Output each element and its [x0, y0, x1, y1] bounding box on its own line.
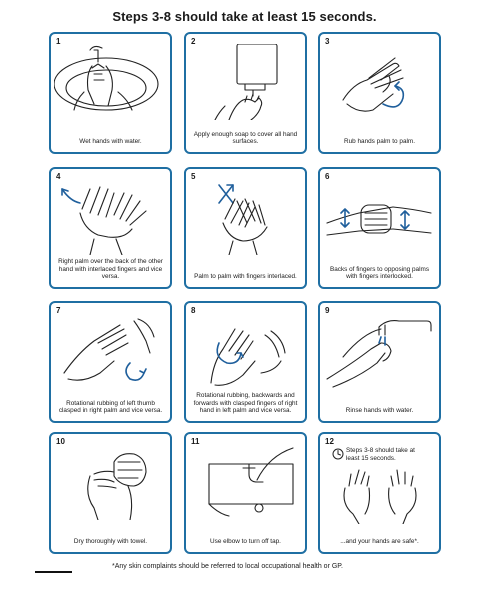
step-caption: ...and your hands are safe*. — [340, 538, 419, 546]
step-number: 2 — [191, 37, 196, 46]
palm-rub-illustration — [323, 44, 436, 120]
step-number: 9 — [325, 306, 330, 315]
wet-hands-illustration — [54, 44, 167, 120]
step-number: 8 — [191, 306, 196, 315]
step-number: 12 — [325, 437, 334, 446]
step-caption: Dry thoroughly with towel. — [73, 538, 148, 546]
thumb-rub-illustration — [54, 313, 167, 389]
clean-hands-illustration — [323, 448, 436, 524]
step-card-7 — [49, 301, 172, 423]
step-caption: Apply enough soap to cover all hand surfaces. — [193, 130, 298, 146]
footnote: *Any skin complaints should be referred to local occupational health or GP. — [112, 563, 344, 570]
step-number: 1 — [56, 37, 61, 46]
back-of-hand-illustration — [54, 179, 167, 255]
towel-dry-illustration — [54, 444, 167, 520]
step-card-9 — [318, 301, 441, 423]
interlocked-fingers-illustration — [323, 179, 436, 255]
step-caption: Rotational rubbing, backwards and forwards with clasped fingers of right hand in left palm and vice versa. — [193, 392, 298, 415]
step-card-8 — [184, 301, 307, 423]
step-caption: Rotational rubbing of left thumb clasped in right palm and vice versa. — [58, 399, 163, 415]
page-title: Steps 3-8 should take at least 15 seconds. — [112, 9, 377, 24]
step-number: 11 — [191, 437, 200, 446]
step-caption: Palm to palm with fingers interlaced. — [194, 273, 297, 281]
step-number: 10 — [56, 437, 65, 446]
step-card-4 — [49, 167, 172, 289]
step-caption: Rub hands palm to palm. — [343, 138, 416, 146]
step-caption: Backs of fingers to opposing palms with fingers interlocked. — [329, 265, 430, 281]
fingertip-rub-illustration — [189, 313, 302, 389]
step-caption: Rinse hands with water. — [345, 407, 414, 415]
elbow-tap-illustration — [189, 444, 302, 520]
step-number: 5 — [191, 172, 196, 181]
step-caption: Right palm over the back of the other hand with interlaced fingers and vice versa. — [58, 258, 163, 281]
step-card-2 — [184, 32, 307, 154]
divider — [35, 571, 72, 573]
step-card-3 — [318, 32, 441, 154]
step-card-10 — [49, 432, 172, 554]
step-card-5 — [184, 167, 307, 289]
step-card-6 — [318, 167, 441, 289]
step-card-1 — [49, 32, 172, 154]
step-number: 3 — [325, 37, 330, 46]
interlaced-fingers-illustration — [189, 179, 302, 255]
soap-dispenser-illustration — [189, 44, 302, 120]
step-card-12 — [318, 432, 441, 554]
step-number: 6 — [325, 172, 330, 181]
timer-note: Steps 3-8 should take at least 15 seconds. — [346, 447, 415, 462]
step-number: 4 — [56, 172, 61, 181]
rinse-illustration — [323, 313, 436, 389]
step-card-11 — [184, 432, 307, 554]
step-caption: Wet hands with water. — [79, 138, 142, 146]
step-number: 7 — [56, 306, 61, 315]
step-caption: Use elbow to turn off tap. — [210, 538, 281, 546]
